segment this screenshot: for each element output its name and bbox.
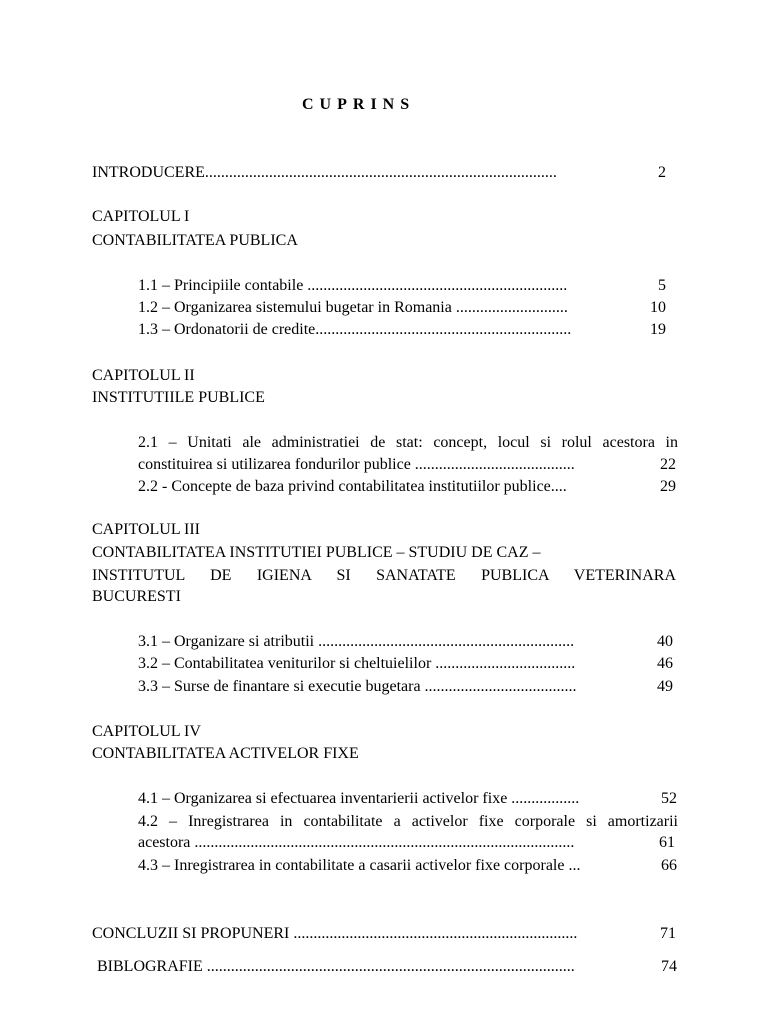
toc-item-1-1-page: 5 (658, 277, 666, 294)
toc-item-3-3: 3.3 – Surse de finantare si executie bugetara ...................................... (138, 678, 577, 695)
toc-item-3-2: 3.2 – Contabilitatea veniturilor si cheltuielilor ................................... (138, 655, 576, 672)
toc-item-3-1: 3.1 – Organizare si atributii ................................................................ (138, 633, 575, 650)
chapter-2-heading: CAPITOLUL II (92, 367, 195, 384)
toc-item-3-1-page: 40 (657, 633, 673, 650)
toc-conclusions: CONCLUZII SI PROPUNERI ....................................................................... (92, 925, 578, 942)
chapter-4-heading: CAPITOLUL IV (92, 723, 201, 740)
chapter-3-title-line3: BUCURESTI (92, 588, 181, 605)
toc-item-4-1: 4.1 – Organizarea si efectuarea inventarierii activelor fixe ................. (138, 790, 580, 807)
toc-item-2-1-line1: 2.1 – Unitati ale administratiei de stat: concept, locul si rolul acestora in (138, 434, 678, 451)
toc-intro-dots: ........................................................................................ (204, 164, 557, 181)
toc-item-2-1: constituirea si utilizarea fondurilor publice ........................................ (138, 456, 575, 473)
toc-item-1-2: 1.2 – Organizarea sistemului bugetar in Romania ............................ (138, 299, 568, 316)
toc-intro-label: INTRODUCERE (92, 164, 205, 181)
toc-item-4-2-page: 61 (659, 834, 675, 851)
chapter-3-title-line2: INSTITUTUL DE IGIENA SI SANATATE PUBLICA VETERINARA (92, 567, 676, 584)
toc-item-4-3-page: 66 (661, 857, 677, 874)
toc-item-2-1-page: 22 (660, 456, 676, 473)
toc-intro (92, 163, 557, 183)
toc-conclusions-page: 71 (660, 925, 676, 942)
toc-item-4-2: acestora ............................................................................................... (138, 834, 575, 851)
toc-item-1-3: 1.3 – Ordonatorii de credite................................................................ (138, 321, 572, 338)
toc-item-3-3-page: 49 (657, 678, 673, 695)
chapter-2-title: INSTITUTIILE PUBLICE (92, 389, 265, 406)
chapter-3-heading: CAPITOLUL III (92, 521, 200, 538)
toc-item-3-2-page: 46 (657, 655, 673, 672)
chapter-1-title: CONTABILITATEA PUBLICA (92, 232, 298, 249)
toc-item-1-3-page: 19 (650, 321, 666, 338)
toc-item-1-2-page: 10 (650, 299, 666, 316)
toc-bibliography: BIBLOGRAFIE ............................................................................................ (97, 958, 575, 975)
toc-intro-page: 2 (658, 164, 666, 181)
toc-bibliography-page: 74 (661, 958, 677, 975)
toc-item-1-1: 1.1 – Principiile contabile ................................................................. (138, 277, 568, 294)
toc-item-2-2-page: 29 (660, 478, 676, 495)
toc-item-4-3: 4.3 – Inregistrarea in contabilitate a casarii activelor fixe corporale ... (138, 857, 581, 874)
toc-item-2-2: 2.2 - Concepte de baza privind contabilitatea institutiilor publice.... (138, 478, 567, 495)
chapter-3-title-line1: CONTABILITATEA INSTITUTIEI PUBLICE – STUDIU DE CAZ – (92, 544, 541, 561)
toc-item-4-1-page: 52 (661, 790, 677, 807)
chapter-4-title: CONTABILITATEA ACTIVELOR FIXE (92, 745, 359, 762)
page-title: CUPRINS (302, 96, 416, 113)
chapter-1-heading: CAPITOLUL I (92, 208, 190, 225)
toc-item-4-2-line1: 4.2 – Inregistrarea in contabilitate a activelor fixe corporale si amortizarii (138, 813, 678, 830)
